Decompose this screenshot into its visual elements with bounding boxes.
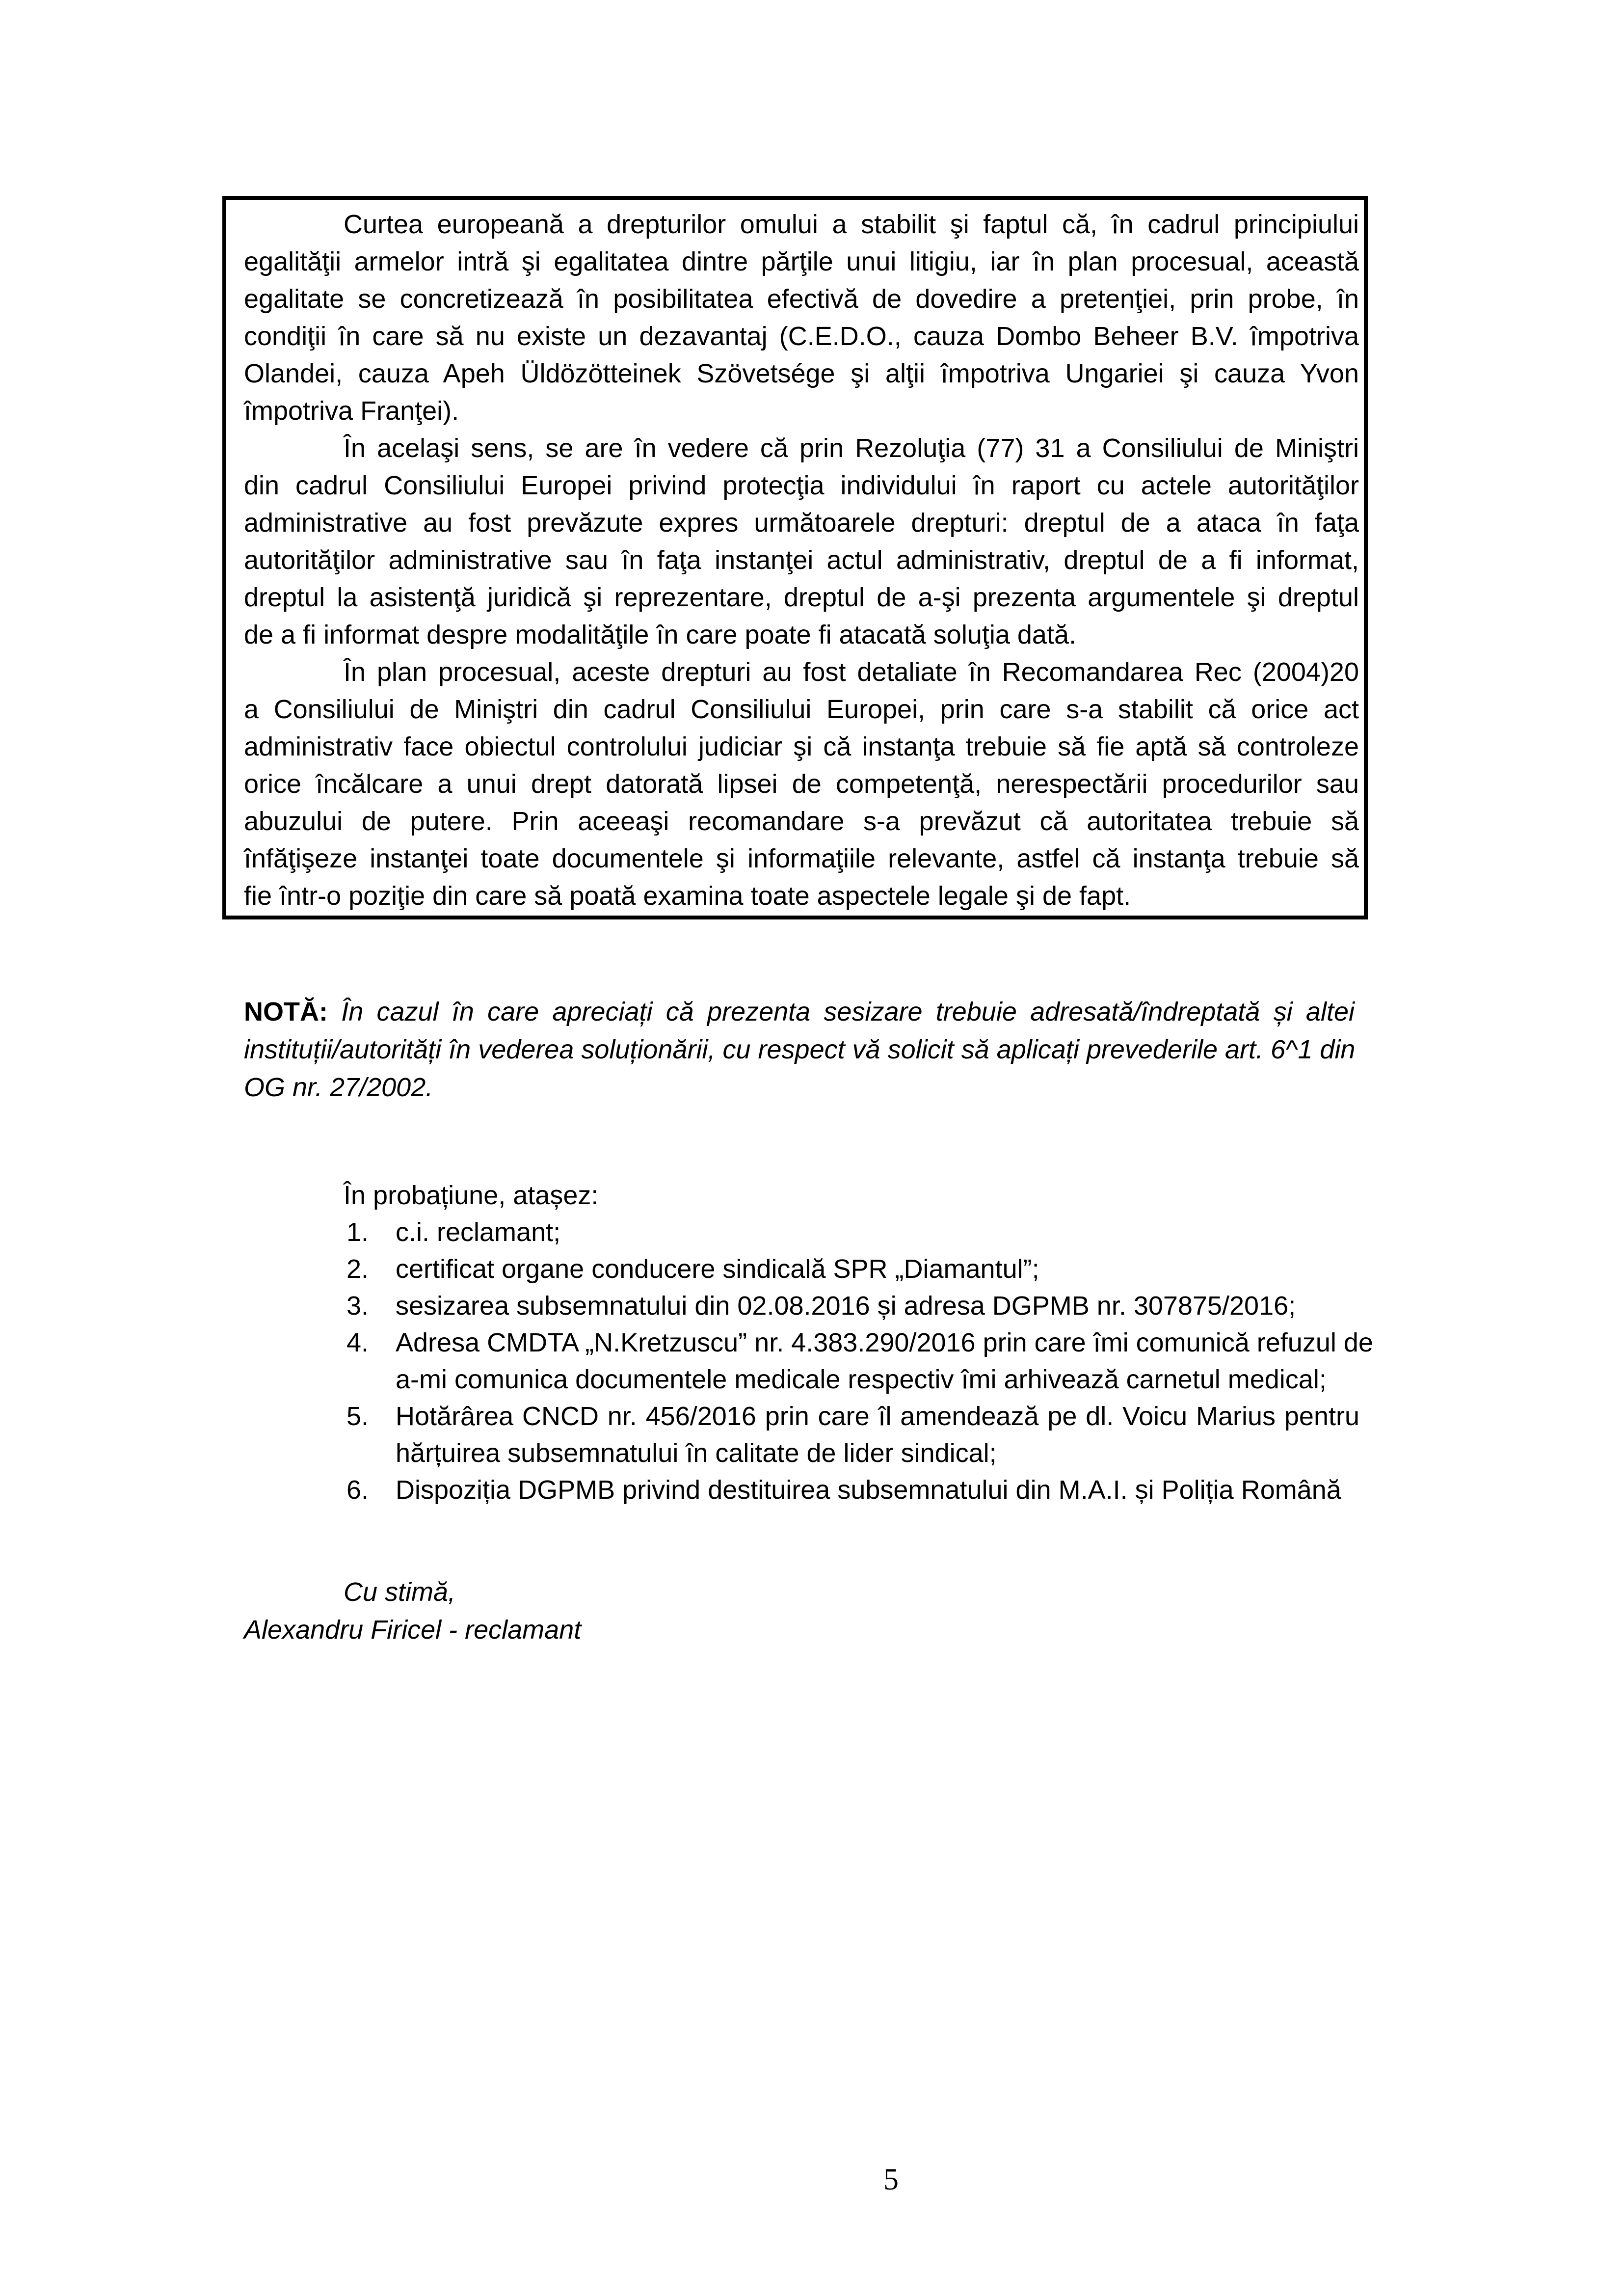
item-text: Hotărârea CNCD nr. 456/2016 prin care îl amendează pe dl. Voicu Marius pentru: [396, 1402, 1359, 1431]
item-number: 1.: [346, 1217, 369, 1247]
item-text: certificat organe conducere sindicală SPR „Diamantul”;: [396, 1254, 1039, 1284]
text-line: egalitate se concretizează în posibilitatea efectivă de dovedire a pretenţiei, prin probe, în: [244, 284, 1359, 314]
attachment-item: [244, 1398, 1359, 1435]
text-line: din cadrul Consiliului Europei privind protecţia individului în raport cu actele autorităţilor: [244, 471, 1359, 500]
item-text: sesizarea subsemnatului din 02.08.2016 și adresa DGPMB nr. 307875/2016;: [396, 1291, 1296, 1321]
text-line: autorităţilor administrative sau în faţa instanţei actul administrativ, dreptul de a fi informat,: [244, 545, 1359, 575]
attachments-intro: În probațiune, atașez:: [344, 1181, 599, 1210]
legal-quote-box: [222, 196, 1368, 919]
attachment-item: [244, 1288, 1359, 1324]
item-continuation: hărțuirea subsemnatului în calitate de lider sindical;: [396, 1438, 997, 1468]
note-paragraph: [244, 993, 1355, 1107]
text-line: înfăţişeze instanţei toate documentele şi informaţiile relevante, astfel că instanţa trebuie să: [244, 844, 1359, 873]
item-number: 6.: [346, 1475, 369, 1505]
text-line: abuzului de putere. Prin aceeaşi recomandare s-a prevăzut că autoritatea trebuie să: [244, 807, 1359, 836]
item-text: Adresa CMDTA „N.Kretzuscu” nr. 4.383.290/2016 prin care îmi comunică refuzul de: [396, 1328, 1373, 1357]
item-text: Dispoziția DGPMB privind destituirea subsemnatului din M.A.I. și Poliția Română: [396, 1475, 1341, 1505]
text-line: În plan procesual, aceste drepturi au fost detaliate în Recomandarea Rec (2004)20: [344, 657, 1359, 687]
signature-name: Alexandru Firicel - reclamant: [244, 1615, 582, 1645]
text-line: OG nr. 27/2002.: [244, 1073, 433, 1102]
signature-closing: Cu stimă,: [344, 1577, 456, 1607]
text-line: administrativ face obiectul controlului judiciar şi că instanţa trebuie să fie aptă să controleze: [244, 732, 1359, 761]
text-line: În acelaşi sens, se are în vedere că prin Rezoluţia (77) 31 a Consiliului de Miniştri: [344, 433, 1359, 463]
item-text: c.i. reclamant;: [396, 1217, 561, 1247]
attachment-item: [244, 1214, 1359, 1251]
text-line: de a fi informat despre modalităţile în care poate fi atacată soluţia dată.: [244, 620, 1076, 649]
note-label: NOTĂ:: [244, 997, 328, 1026]
item-number: 4.: [346, 1328, 369, 1357]
text-line: condiţii în care să nu existe un dezavantaj (C.E.D.O., cauza Dombo Beheer B.V. împotriva: [244, 322, 1359, 351]
legal-quote-text: [226, 200, 1364, 916]
item-number: 5.: [346, 1402, 369, 1431]
text-line: fie într-o poziţie din care să poată examina toate aspectele legale şi de fapt.: [244, 881, 1131, 911]
text-line: Curtea europeană a drepturilor omului a stabilit şi faptul că, în cadrul principiului: [344, 210, 1359, 239]
text-line: a Consiliului de Miniştri din cadrul Consiliului Europei, prin care s-a stabilit că orice act: [244, 695, 1359, 724]
text-line: dreptul la asistenţă juridică şi reprezentare, dreptul de a-şi prezenta argumentele şi dreptul: [244, 583, 1359, 612]
text-line: instituții/autorități în vederea soluționării, cu respect vă solicit să aplicați prevederile art. 6^1 din: [244, 1035, 1356, 1064]
text-line: împotriva Franţei).: [244, 396, 459, 426]
text-line: egalităţii armelor intră şi egalitatea dintre părţile unui litigiu, iar în plan procesual, această: [244, 247, 1359, 276]
page-number: 5: [883, 2163, 899, 2196]
item-continuation: a-mi comunica documentele medicale respectiv îmi arhivează carnetul medical;: [396, 1365, 1327, 1394]
text-line: orice încălcare a unui drept datorată lipsei de competenţă, nerespectării procedurilor sau: [244, 769, 1359, 799]
signature-block: [244, 1573, 1355, 1649]
attachments-section: [244, 1177, 1373, 1509]
attachment-item: [244, 1324, 1373, 1361]
text-line: Olandei, cauza Apeh Üldözötteinek Szövetsége şi alţii împotriva Ungariei şi cauza Yvon: [244, 359, 1359, 388]
item-number: 2.: [346, 1254, 369, 1284]
attachment-item: [244, 1472, 1359, 1509]
text-line: administrative au fost prevăzute expres următoarele drepturi: dreptul de a ataca în faţa: [244, 508, 1359, 538]
note-text: În cazul în care apreciați că prezenta sesizare trebuie adresată/îndreptată și altei: [341, 997, 1355, 1026]
item-number: 3.: [346, 1291, 369, 1321]
text-line: [244, 993, 1355, 1031]
attachment-item: [244, 1251, 1359, 1288]
